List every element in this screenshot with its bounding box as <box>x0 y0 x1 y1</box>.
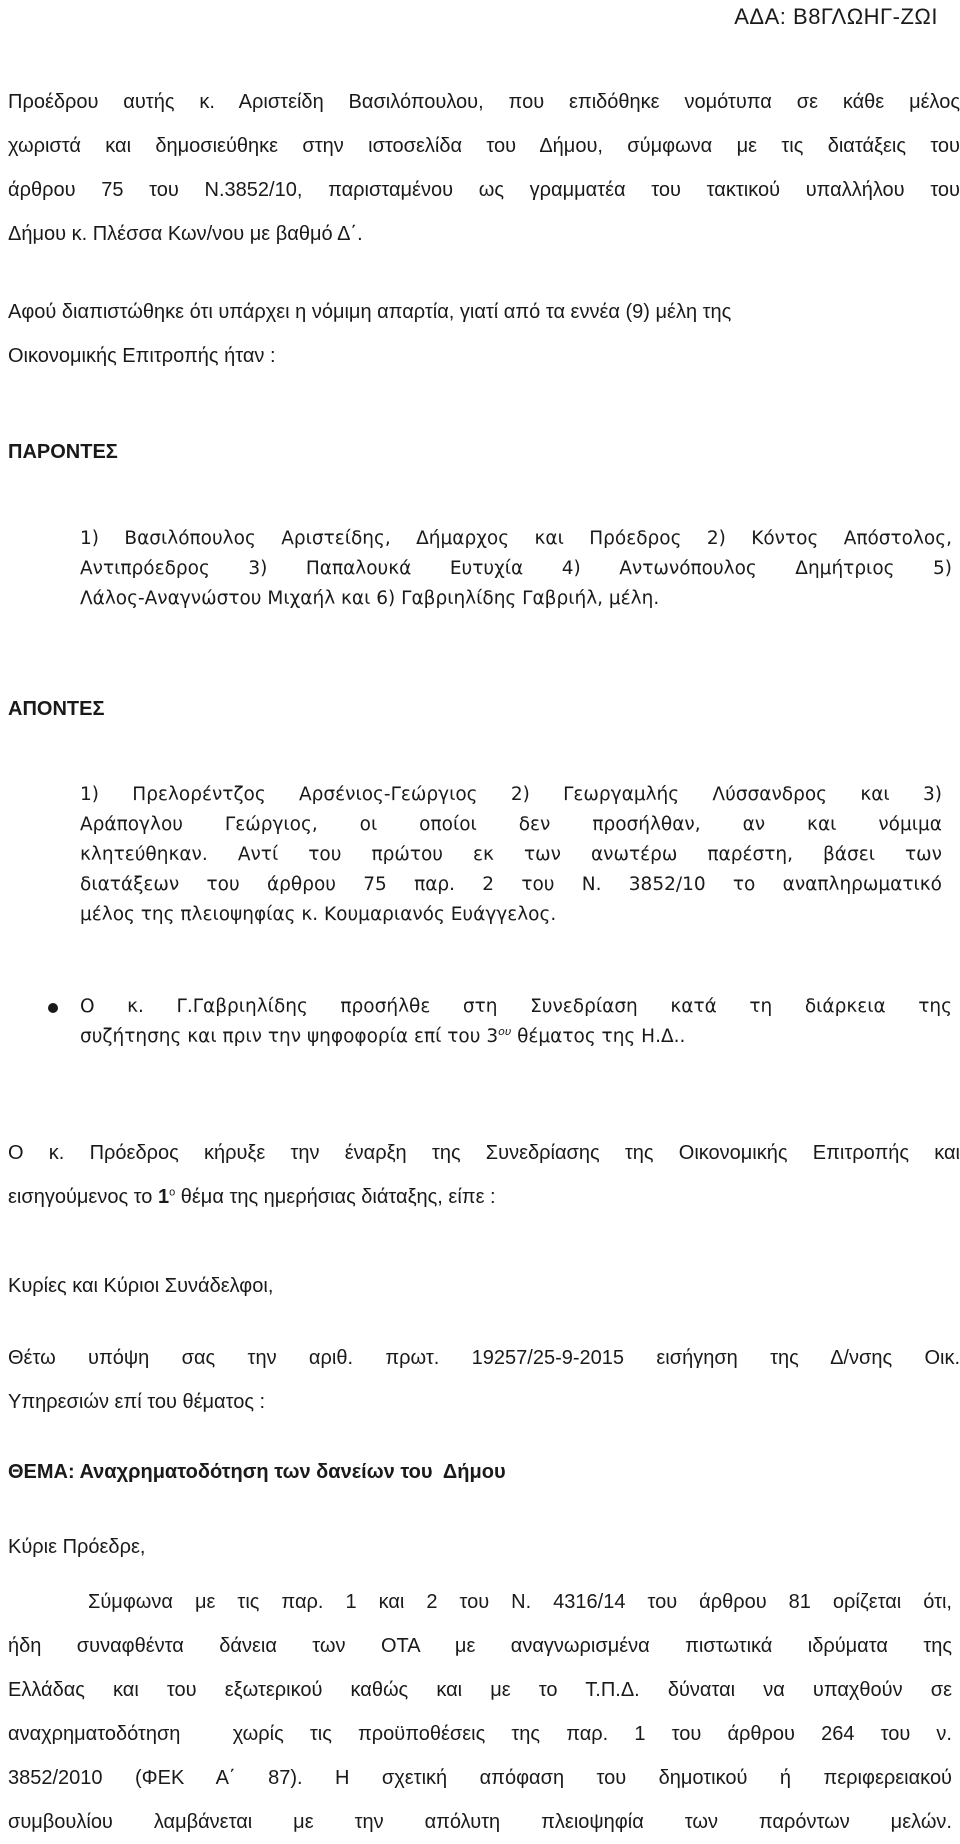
present-line-3: Λάλος-Αναγνώστου Μιχαήλ και 6) Γαβριηλίδης Γαβριήλ, μέλη. <box>80 588 660 609</box>
topic-superscript: ο <box>169 1186 176 1199</box>
body-line-5: 3852/2010 (ΦΕΚ Α΄ 87). Η σχετική απόφαση του δημοτικού ή περιφερειακού <box>8 1767 952 1789</box>
salutation: Κύριε Πρόεδρε, <box>8 1536 146 1558</box>
note-text-end: θέματος της Η.Δ.. <box>511 1026 686 1047</box>
present-list <box>80 524 952 614</box>
note-line-2 <box>80 1022 952 1052</box>
ada-code: ΑΔΑ: Β8ΓΛΩΗΓ-ΖΩΙ <box>734 4 938 29</box>
absent-line-3: κλητεύθηκαν. Αντί του πρώτου εκ των ανωτέρω παρέστη, βάσει των <box>80 844 942 865</box>
present-line-1: 1) Βασιλόπουλος Αριστείδης, Δήμαρχος και Πρόεδρος 2) Κόντος Απόστολος, <box>80 528 952 549</box>
intro-line-2: χωριστά και δημοσιεύθηκε στην ιστοσελίδα του Δήμου, σύμφωνα με τις διατάξεις του <box>8 135 960 157</box>
intro-line-4: Δήμου κ. Πλέσσα Κων/νου με βαθμό Δ΄. <box>8 223 363 245</box>
opening-text: εισηγούμενος το <box>8 1186 158 1208</box>
submission-paragraph <box>8 1336 960 1424</box>
intro-line-1: Προέδρου αυτής κ. Αριστείδη Βασιλόπουλου, που επιδόθηκε νομότυπα σε κάθε μέλος <box>8 91 960 113</box>
bullet-icon <box>48 1003 58 1013</box>
note-superscript: ου <box>498 1024 512 1038</box>
body-line-2: ήδη συναφθέντα δάνεια των ΟΤΑ με αναγνωρισμένα πιστωτικά ιδρύματα της <box>8 1635 952 1657</box>
body-line-6: συμβουλίου λαμβάνεται με την απόλυτη πλειοψηφία των παρόντων μελών. <box>8 1811 952 1833</box>
submission-line-1: Θέτω υπόψη σας την αριθ. πρωτ. 19257/25-9-2015 εισήγηση της Δ/νσης Οικ. <box>8 1347 960 1369</box>
note-text: συζήτησης και πριν την ψηφοφορία επί του 3 <box>80 1026 499 1047</box>
opening-text-end: θέμα της ημερήσιας διάταξης, είπε : <box>175 1186 496 1208</box>
opening-paragraph <box>8 1131 960 1219</box>
subject-heading: ΘΕΜΑ: Αναχρηματοδότηση των δανείων του Δήμου <box>8 1461 506 1483</box>
greeting: Κυρίες και Κύριοι Συνάδελφοι, <box>8 1275 274 1297</box>
absent-heading: ΑΠΟΝΤΕΣ <box>8 698 105 720</box>
absent-line-4: διατάξεων του άρθρου 75 παρ. 2 του Ν. 3852/10 το αναπληρωματικό <box>80 874 942 895</box>
quorum-line-1: Αφού διαπιστώθηκε ότι υπάρχει η νόμιμη απαρτία, γιατί από τα εννέα (9) μέλη της <box>8 301 732 323</box>
arrival-note <box>80 992 952 1052</box>
intro-paragraph <box>8 80 960 256</box>
body-line-3: Ελλάδας και του εξωτερικού καθώς και με το Τ.Π.Δ. δύναται να υπαχθούν σε <box>8 1679 952 1701</box>
absent-line-5: μέλος της πλειοψηφίας κ. Κουμαριανός Ευάγγελος. <box>80 904 557 925</box>
absent-list <box>80 780 942 930</box>
quorum-line-2: Οικονομικής Επιτροπής ήταν : <box>8 345 276 367</box>
present-line-2: Αντιπρόεδρος 3) Παπαλουκά Ευτυχία 4) Αντωνόπουλος Δημήτριος 5) <box>80 558 952 579</box>
body-paragraph <box>8 1580 952 1844</box>
note-line-1: Ο κ. Γ.Γαβριηλίδης προσήλθε στη Συνεδρίαση κατά τη διάρκεια της <box>80 996 952 1017</box>
absent-line-2: Αράπογλου Γεώργιος, οι οποίοι δεν προσήλθαν, αν και νόμιμα <box>80 814 942 835</box>
intro-line-3: άρθρου 75 του Ν.3852/10, παρισταμένου ως γραμματέα του τακτικού υπαλλήλου του <box>8 179 960 201</box>
topic-number: 1 <box>157 1186 170 1208</box>
opening-line-2 <box>8 1175 960 1219</box>
body-line-1: Σύμφωνα με τις παρ. 1 και 2 του Ν. 4316/14 του άρθρου 81 ορίζεται ότι, <box>88 1591 952 1613</box>
quorum-paragraph <box>8 290 960 378</box>
submission-line-2: Υπηρεσιών επί του θέματος : <box>8 1391 266 1413</box>
body-line-4: αναχρηματοδότηση χωρίς τις προϋποθέσεις της παρ. 1 του άρθρου 264 του ν. <box>8 1723 952 1745</box>
opening-line-1: Ο κ. Πρόεδρος κήρυξε την έναρξη της Συνεδρίασης της Οικονομικής Επιτροπής και <box>8 1142 960 1164</box>
absent-line-1: 1) Πρελορέντζος Αρσένιος-Γεώργιος 2) Γεωργαμλής Λύσσανδρος και 3) <box>80 784 942 805</box>
present-heading: ΠΑΡΟΝΤΕΣ <box>8 441 118 463</box>
